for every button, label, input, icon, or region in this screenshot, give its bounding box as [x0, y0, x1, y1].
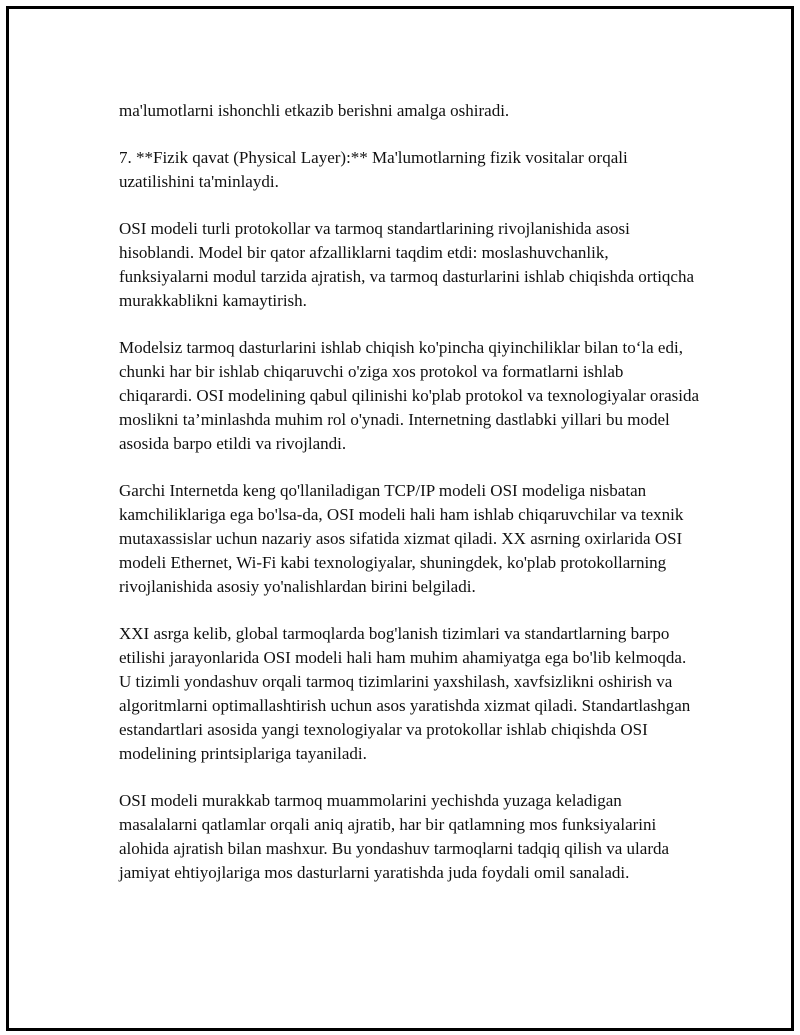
paragraph-modelless-development: Modelsiz tarmoq dasturlarini ishlab chiqish ko'pincha qiyinchiliklar bilan to‘la edi, chunki har bir ishlab chiqaruvchi o'ziga xos protokol va formatlarni ishlab chiqarardi. OSI modelining qabul qilinishi ko'plab protokol va texnologiyalar orasida moslikni ta’minlashda muhim rol o'ynadi. Internetning dastlabki yillari bu model asosida barpo etildi va rivojlandi.	[119, 338, 700, 453]
paragraph-physical-layer: 7. **Fizik qavat (Physical Layer):** Ma'lumotlarning fizik vositalar orqali uzatilishini ta'minlaydi.	[119, 148, 628, 191]
paragraph-tcp-ip-comparison: Garchi Internetda keng qo'llaniladigan TCP/IP modeli OSI modeliga nisbatan kamchiliklariga ega bo'lsa-da, OSI modeli hali ham ishlab chiqaruvchilar va texnik mutaxassislar uchun nazariy asos sifatida xizmat qiladi. XX asrning oxirlarida OSI modeli Ethernet, Wi-Fi kabi texnologiyalar, shuningdek, ko'plab protokollarning rivojlanishida asosiy yo'nalishlardan birini belgiladi.	[119, 481, 684, 596]
paragraph-continuation: ma'lumotlarni ishonchli etkazib berishni amalga oshiradi.	[119, 101, 510, 120]
page-frame	[6, 6, 794, 1031]
paragraph-21st-century: XXI asrga kelib, global tarmoqlarda bog'lanish tizimlari va standartlarning barpo etilishi jarayonlarida OSI modeli hali ham muhim ahamiyatga ega bo'lib kelmoqda. U tizimli yondashuv orqali tarmoq tizimlarini yaxshilash, xavfsizlikni oshirish va algoritmlarni optimallashtirish uchun asos yaratishda xizmat qiladi. Standartlashgan estandartlari asosida yangi texnologiyalar va protokollar ishlab chiqishda OSI modelining printsiplariga tayaniladi.	[119, 624, 691, 763]
paragraph-conclusion: OSI modeli murakkab tarmoq muammolarini yechishda yuzaga keladigan masalalarni qatlamlar orqali aniq ajratib, har bir qatlamning mos funksiyalarini alohida ajratish bilan mashxur. Bu yondashuv tarmoqlarni tadqiq qilish va ularda jamiyat ehtiyojlariga mos dasturlarni yaratishda juda foydali omil sanaladi.	[119, 791, 670, 882]
paragraph-osi-advantages: OSI modeli turli protokollar va tarmoq standartlarining rivojlanishida asosi hisoblandi. Model bir qator afzalliklarni taqdim etdi: moslashuvchanlik, funksiyalarni modul tarzida ajratish, va tarmoq dasturlarini ishlab chiqishda ortiqcha murakkablikni kamaytirish.	[119, 219, 695, 310]
document-body	[119, 99, 699, 908]
